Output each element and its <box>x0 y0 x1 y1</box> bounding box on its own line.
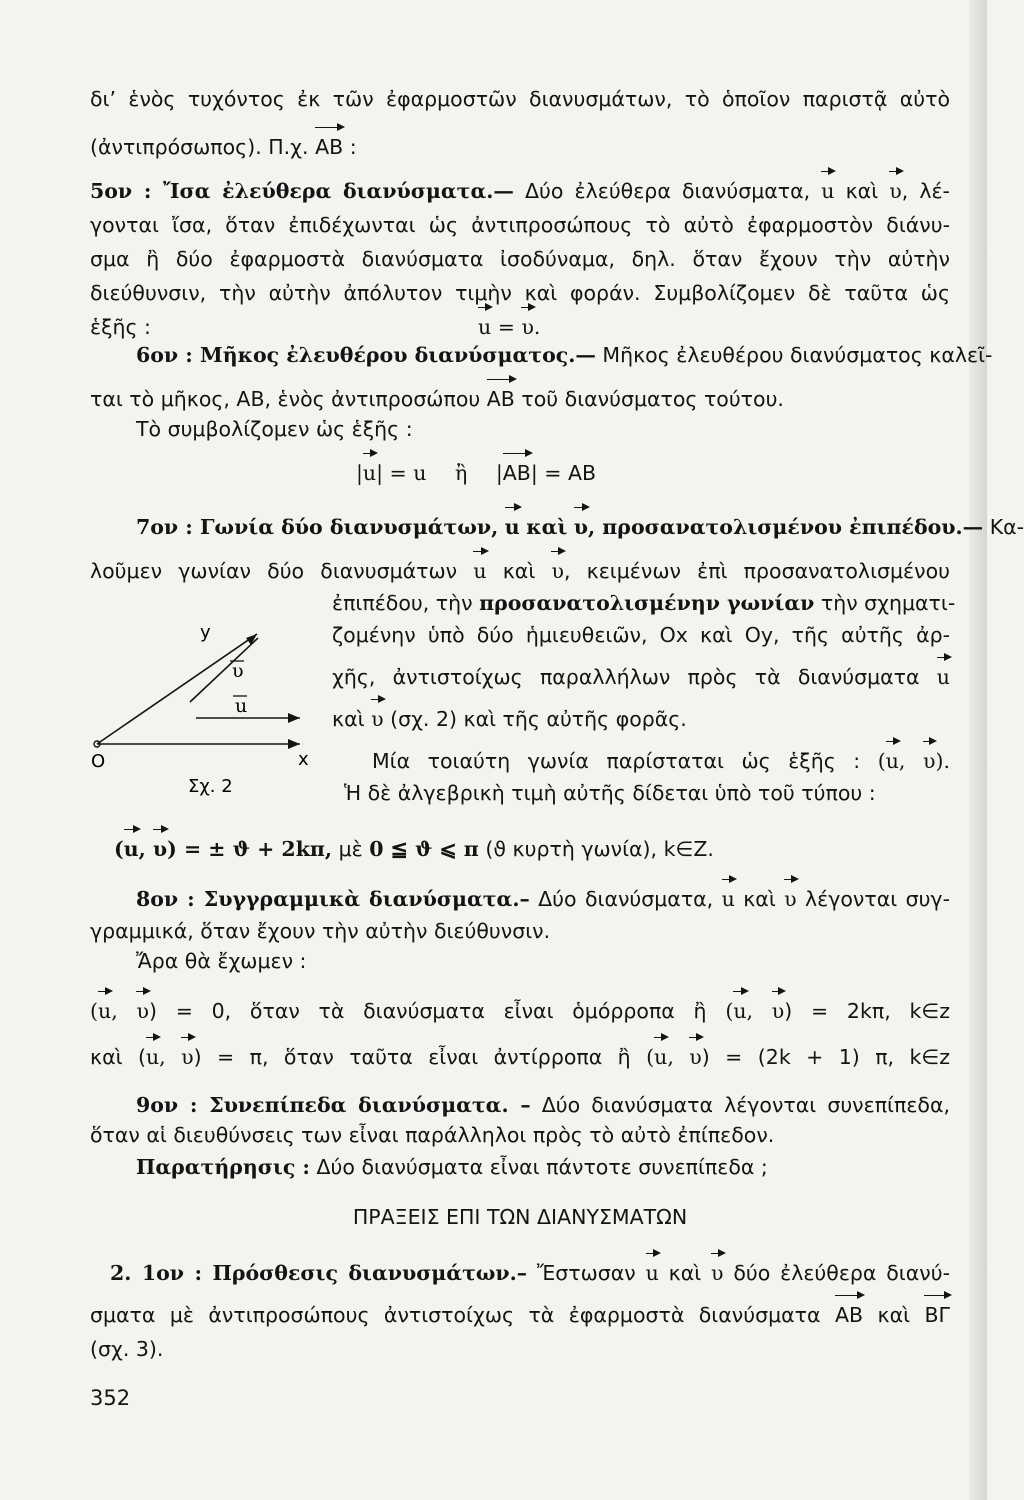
text-line <box>90 1300 950 1330</box>
text-span: λέγονται συγ- <box>805 887 950 911</box>
arrowhead-icon <box>288 713 300 723</box>
text-line <box>90 556 950 586</box>
text-span: μὲ <box>338 837 363 861</box>
text-span: ) = 2kπ, k∈z <box>784 999 950 1023</box>
text-span: χῆς, ἀντιστοίχως παραλλήλων πρὸς τὰ διανύσματα <box>332 665 920 689</box>
vector-u: u <box>646 1258 659 1288</box>
text-span: Ἡ δὲ ἀλγεβρικὴ τιμὴ αὐτῆς δίδεται ὑπὸ τοῦ τύπου : <box>344 781 876 805</box>
text-line <box>90 384 950 414</box>
definition-heading: 2. 1ον : Πρόσθεσις διανυσμάτων.– <box>110 1261 528 1285</box>
vector-AB: AB <box>503 458 531 488</box>
vector-v: υ <box>923 746 935 776</box>
emphasis-text: προσανατολισμένην γωνίαν <box>479 591 815 615</box>
text-span: ἢ <box>454 461 468 485</box>
angle-formula <box>114 834 814 864</box>
label-x: x <box>298 749 309 770</box>
definition-heading: 6ον : Μῆκος ἐλευθέρου διανύσματος.— <box>136 343 596 367</box>
definition-9-line <box>90 1090 950 1120</box>
text-line <box>332 704 950 734</box>
vector-u: u <box>124 834 139 864</box>
vector-u: u <box>733 996 746 1026</box>
text-span: καὶ <box>332 707 365 731</box>
text-span: Ἔστωσαν <box>536 1261 636 1285</box>
definition-8-line <box>90 884 950 914</box>
text-span: Τὸ συμβολίζομεν ὡς ἑξῆς : <box>136 417 413 441</box>
text-line <box>90 244 950 274</box>
vector-u: u <box>886 746 899 776</box>
equation-codirectional <box>90 996 950 1026</box>
text-line <box>90 278 950 308</box>
text-span: σματα μὲ ἀντιπροσώπους ἀντιστοίχως τὰ ἐφαρμοστὰ διανύσματα <box>90 1303 821 1327</box>
definition-6-line <box>90 340 993 370</box>
paragraph-text: ζομένην ὑπὸ δύο ἡμιευθειῶν, Ox καὶ Oy, τῆς αὐτῆς ἀρ- <box>332 623 950 647</box>
text-span: δύο ἐλεύθερα διανύ- <box>733 1261 950 1285</box>
addition-heading-line <box>90 1258 950 1288</box>
ray-oy <box>97 634 257 744</box>
text-span: καὶ <box>668 1261 702 1285</box>
vector-v: υ <box>784 884 796 914</box>
vector-u: u <box>505 512 520 542</box>
vector-AB: AB <box>315 132 343 162</box>
vector-v: υ <box>136 996 148 1026</box>
text-span: Δύο ἐλεύθερα διανύσματα, <box>525 179 811 203</box>
vector-v: υ <box>181 1042 193 1072</box>
text-span: τοῦ διανύσματος τούτου. <box>521 387 784 411</box>
text-line <box>90 1334 950 1364</box>
page-number: 352 <box>90 1386 131 1410</box>
text-span: , <box>159 1045 166 1069</box>
paragraph-text: διεύθυνσιν, τὴν αὐτὴν ἀπόλυτον τιμὴν καὶ φοράν. Συμβολίζομεν δὲ ταῦτα ὡς <box>90 281 950 305</box>
vector-u: u <box>363 458 376 488</box>
text-span: ) = ± ϑ + 2kπ, <box>167 837 333 861</box>
text-line <box>332 588 956 618</box>
text-span: , <box>667 1045 674 1069</box>
text-line <box>90 132 950 162</box>
section-title-text: ΠΡΑΞΕΙΣ ΕΠΙ ΤΩΝ ΔΙΑΝΥΣΜΑΤΩΝ <box>352 1205 688 1229</box>
vector-AB: AB <box>487 384 515 414</box>
text-span: ἑξῆς : <box>90 315 151 339</box>
equals-sign: = <box>497 315 515 339</box>
text-line <box>90 84 950 114</box>
paragraph-text: δι’ ἑνὸς τυχόντος ἐκ τῶν ἐφαρμοστῶν διανυσμάτων, τὸ ὁποῖον παριστᾷ αὐτὸ <box>90 87 950 111</box>
text-span: Δύο διανύσματα λέγονται συνεπίπεδα, <box>541 1093 950 1117</box>
vector-v: υ <box>521 312 533 342</box>
text-span: : <box>349 135 357 159</box>
text-span: ( <box>114 837 124 861</box>
figure-caption: Σχ. 2 <box>188 776 233 797</box>
vector-u: u <box>937 662 950 692</box>
vector-u: u <box>821 176 834 206</box>
text-span: καὶ <box>502 559 536 583</box>
label-y: y <box>200 622 211 643</box>
text-line <box>90 916 950 946</box>
text-span: ) = 0, ὅταν τὰ διανύσματα εἶναι ὁμόρροπα ἢ <box>148 999 707 1023</box>
paragraph-text: σμα ἢ δύο ἐφαρμοστὰ διανύσματα ἰσοδύναμα, δηλ. ὅταν ἔχουν τὴν αὐτὴν <box>90 247 950 271</box>
text-span: . <box>533 315 541 339</box>
text-line <box>136 946 996 976</box>
text-span: ἐπιπέδου, τὴν <box>332 591 473 615</box>
text-span: (σχ. 2) καὶ τῆς αὐτῆς φορᾶς. <box>390 707 687 731</box>
vector-u: u <box>98 996 111 1026</box>
text-span: , <box>746 999 754 1023</box>
vector-v: υ <box>574 512 588 542</box>
vector-v: υ <box>772 996 784 1026</box>
definition-heading: 9ον : Συνεπίπεδα διανύσματα. – <box>136 1093 531 1117</box>
text-span: ). <box>935 749 950 773</box>
text-span: , λέ- <box>901 179 950 203</box>
vector-v-arrow <box>190 638 258 702</box>
vector-u: u <box>146 1042 159 1072</box>
text-span: καὶ <box>743 887 776 911</box>
text-span: | = u <box>376 461 427 485</box>
vector-u: u <box>654 1042 667 1072</box>
section-title <box>90 1202 950 1232</box>
figure-angle-diagram <box>80 612 320 802</box>
text-span: , κειμένων ἐπὶ προσανατολισμένου <box>563 559 950 583</box>
vector-u: u <box>478 312 491 342</box>
definition-7-line <box>90 512 1024 542</box>
text-span: Ἄρα θὰ ἔχωμεν : <box>136 949 307 973</box>
text-span: ( <box>90 999 98 1023</box>
text-span: ( <box>725 999 734 1023</box>
text-span: λοῦμεν γωνίαν δύο διανυσμάτων <box>90 559 458 583</box>
text-span: Μῆκος ἐλευθέρου διανύσματος καλεῖ- <box>602 343 993 367</box>
text-span: Δύο διανύσματα, <box>538 887 714 911</box>
text-span: 0 ≦ ϑ ⩽ π <box>369 837 479 861</box>
text-span: ται τὸ μῆκος, AB, ἑνὸς ἀντιπροσώπου <box>90 387 481 411</box>
arrowhead-icon <box>288 739 300 749</box>
text-span: , <box>898 749 906 773</box>
vector-BG: BΓ <box>924 1300 950 1330</box>
equation-length <box>356 458 676 488</box>
text-span: , <box>138 837 146 861</box>
definition-5-line <box>90 176 950 206</box>
text-line <box>90 1120 950 1150</box>
text-span: τὴν σχηματι- <box>820 591 956 615</box>
vector-v: υ <box>689 1042 701 1072</box>
text-span: καὶ <box>877 1303 911 1327</box>
vector-AB: AB <box>835 1300 863 1330</box>
paragraph-text: γονται ἴσα, ὅταν ἐπιδέχωνται ὡς ἀντιπροσώπους τὸ αὐτὸ ἐφαρμοστὸν διάνυ- <box>90 213 950 237</box>
text-span: γραμμικά, ὅταν ἔχουν τὴν αὐτὴν διεύθυνσιν. <box>90 919 551 943</box>
text-span: (ἀντιπρόσωπος). Π.χ. <box>90 135 309 159</box>
text-span: Κα- <box>989 515 1024 539</box>
observation-heading: Παρατήρησις : <box>136 1155 310 1179</box>
definition-heading: 8ον : Συγγραμμικὰ διανύσματα.– <box>136 887 530 911</box>
text-span: ( <box>646 1045 655 1069</box>
text-span: καὶ ( <box>90 1045 146 1069</box>
text-span: ὅταν αἱ διευθύνσεις των εἶναι παράλληλοι πρὸς τὸ αὐτὸ ἐπίπεδον. <box>90 1123 775 1147</box>
text-span: Μία τοιαύτη γωνία παρίσταται ὡς ἑξῆς : <box>372 749 861 773</box>
text-line <box>136 414 996 444</box>
text-span: (σχ. 3). <box>90 1337 164 1361</box>
text-line <box>344 778 950 808</box>
vector-v: υ <box>153 834 167 864</box>
text-line <box>332 620 950 650</box>
text-span: καὶ <box>845 179 879 203</box>
definition-heading: , προσανατολισμένου ἐπιπέδου.— <box>588 515 984 539</box>
text-span: ) = π, ὅταν ταῦτα εἶναι ἀντίρροπα ἢ <box>193 1045 631 1069</box>
vector-v: υ <box>551 556 563 586</box>
vector-v: υ <box>371 704 383 734</box>
text-line <box>372 746 950 776</box>
observation-line <box>136 1152 996 1182</box>
vector-v: υ <box>711 1258 723 1288</box>
text-span: Δύο διανύσματα εἶναι πάντοτε συνεπίπεδα ; <box>316 1155 768 1179</box>
vector-v: υ <box>889 176 901 206</box>
label-u: u <box>235 695 248 717</box>
text-span: | <box>495 461 503 485</box>
text-span: | <box>356 461 363 485</box>
label-v: υ <box>232 660 244 682</box>
text-span: | = AB <box>530 461 597 485</box>
text-span: , <box>111 999 118 1023</box>
text-line <box>332 662 950 692</box>
label-o: O <box>91 751 106 772</box>
text-span: (ϑ κυρτὴ γωνία), k∈Z. <box>485 837 714 861</box>
definition-heading: 5ον : Ἴσα ἐλεύθερα διανύσματα.— <box>90 179 514 203</box>
text-line <box>90 210 950 240</box>
text-span: ) = (2k + 1) π, k∈z <box>701 1045 950 1069</box>
page-edge-shadow <box>969 0 987 1500</box>
vector-u: u <box>473 556 486 586</box>
definition-heading: καὶ <box>526 515 568 539</box>
definition-heading: 7ον : Γωνία δύο διανυσμάτων, <box>136 515 499 539</box>
equation-u-equals-v <box>478 312 618 342</box>
text-span: ( <box>877 749 886 773</box>
equation-opposite <box>90 1042 950 1072</box>
vector-u: u <box>722 884 735 914</box>
